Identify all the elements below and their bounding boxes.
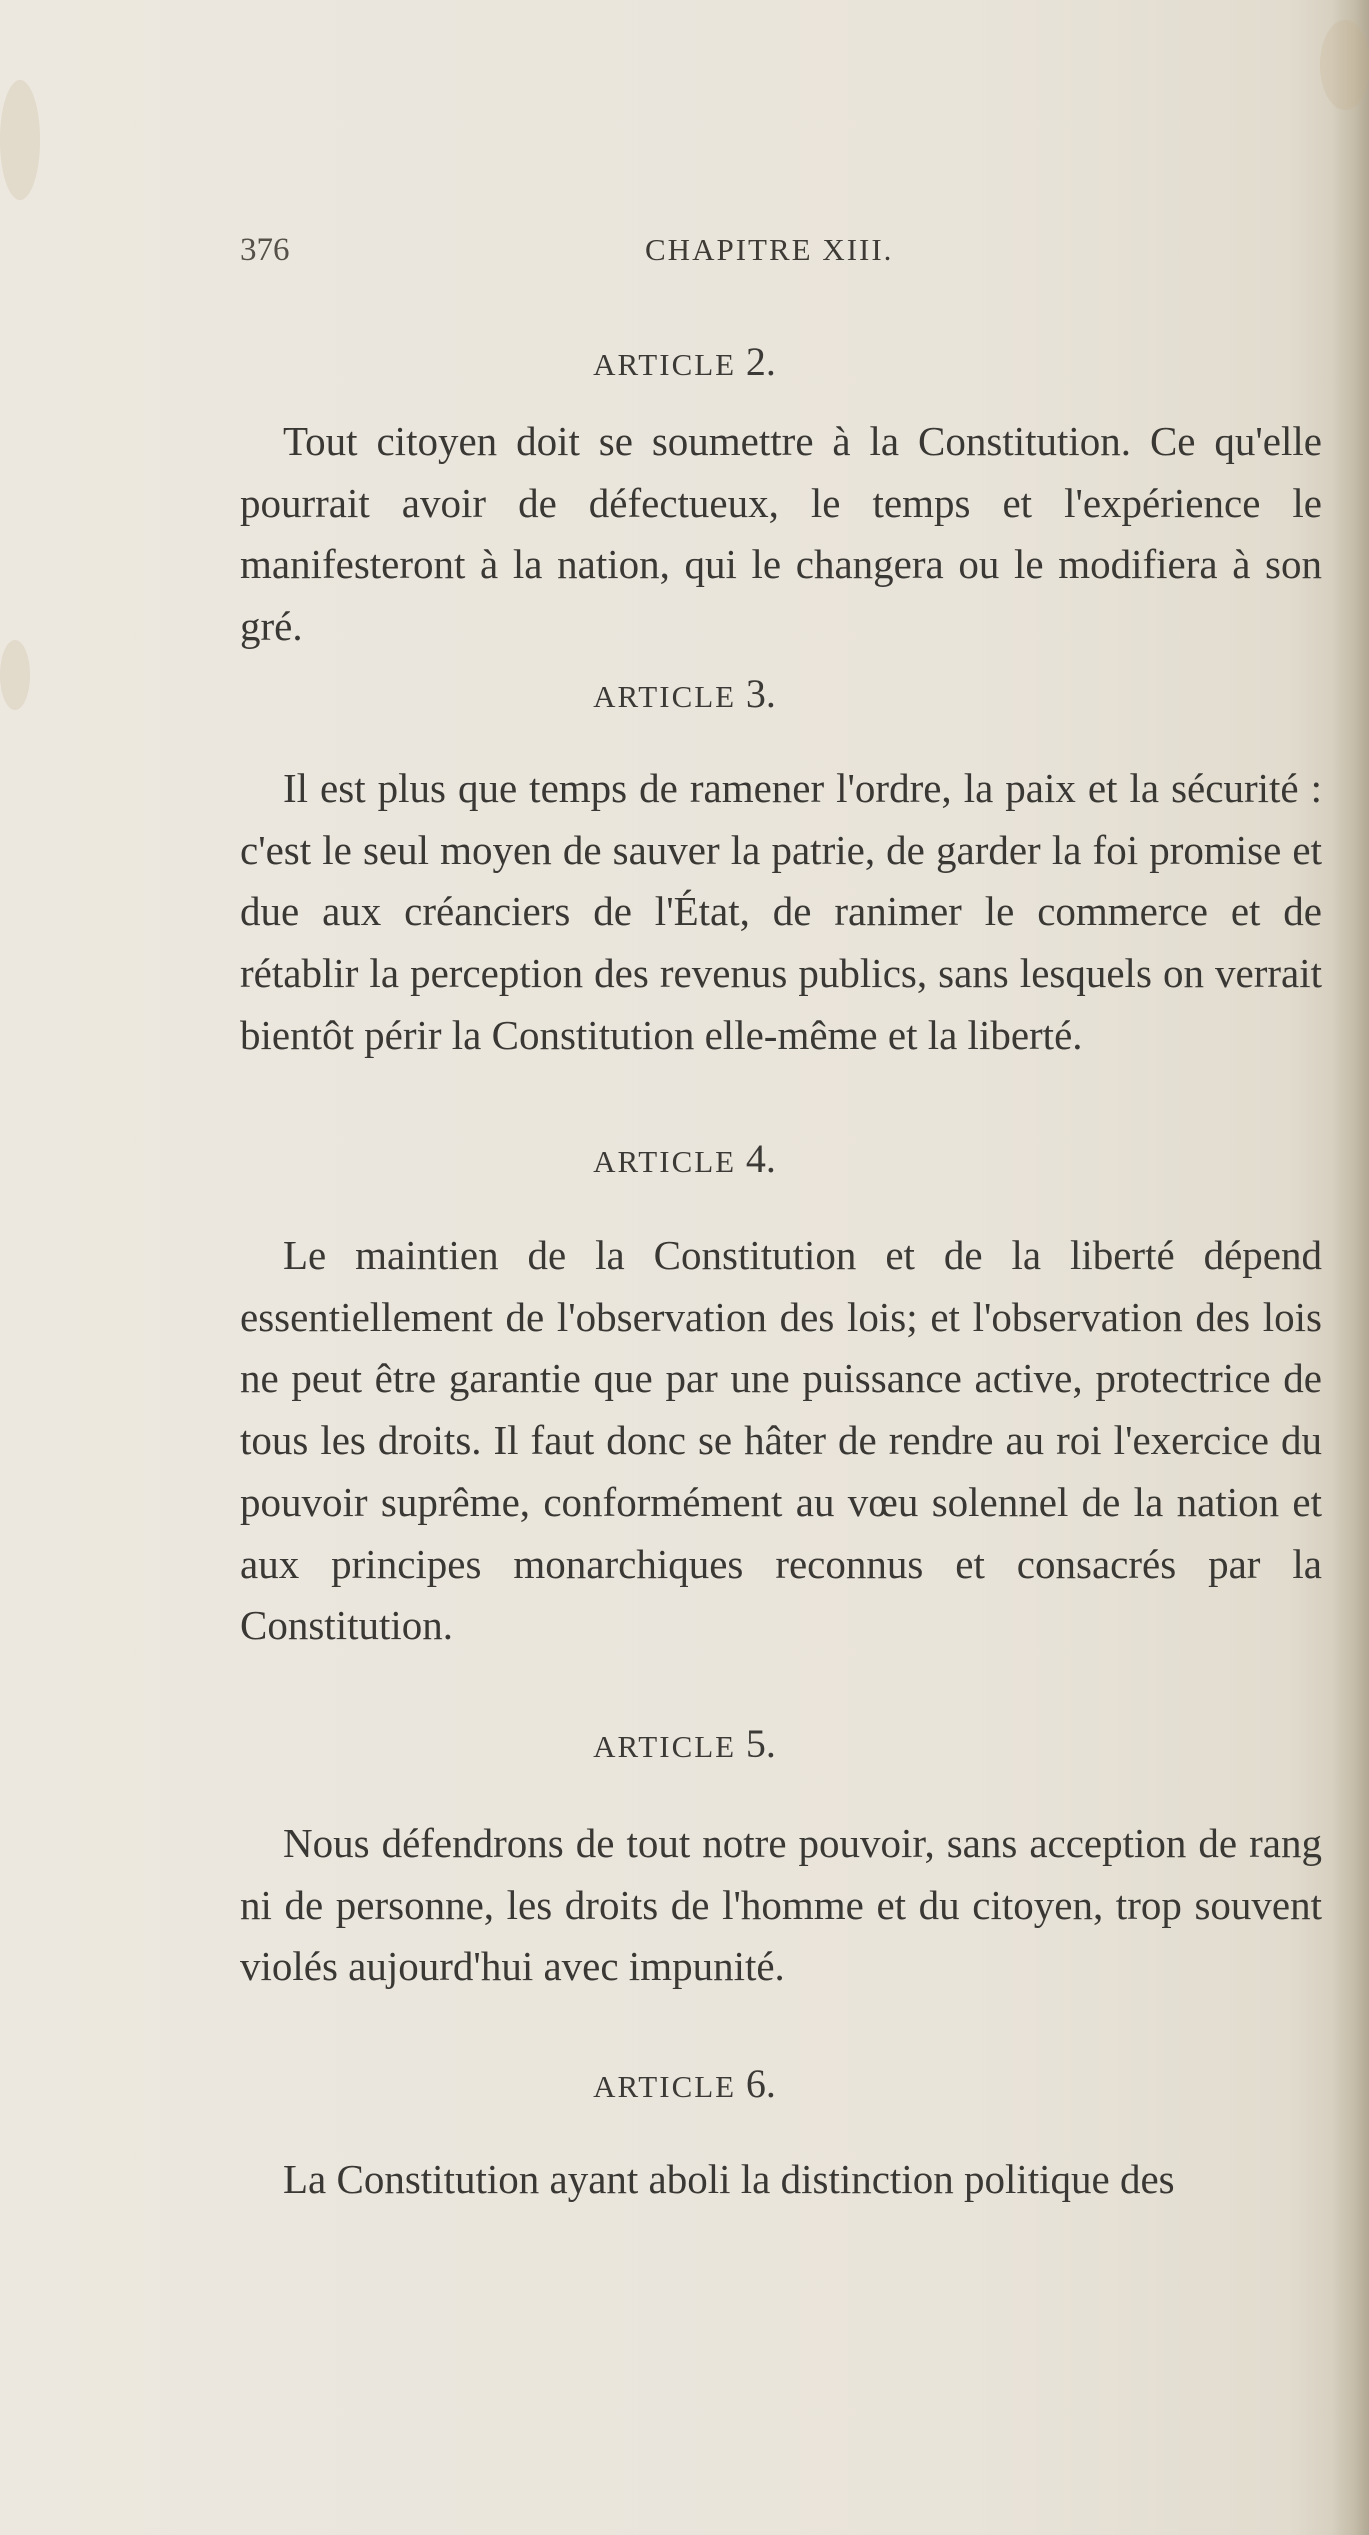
paper-stain xyxy=(0,80,40,200)
article-heading-number: 5. xyxy=(745,1721,776,1766)
article-heading-number: 6. xyxy=(745,2061,776,2106)
article-heading-number: 3. xyxy=(745,671,776,716)
article-body: La Constitution ayant aboli la distinction politique des xyxy=(283,2156,1175,2202)
article-heading xyxy=(0,1720,1369,1767)
article-heading xyxy=(0,670,1369,717)
chapter-title: CHAPITRE XIII. xyxy=(645,232,894,267)
article-heading-word: ARTICLE xyxy=(593,347,737,382)
article-body: Tout citoyen doit se soumettre à la Constitution. Ce qu'elle pourrait avoir de défectueux, le temps et l'expérience le manifesteront à la nation, qui le changera ou le modifiera à son gré. xyxy=(240,418,1322,650)
article-heading-word: ARTICLE xyxy=(593,1144,737,1179)
article-heading-number: 2. xyxy=(745,339,776,384)
article-heading xyxy=(0,338,1369,385)
running-header xyxy=(240,232,1240,282)
article-heading-word: ARTICLE xyxy=(593,1729,737,1764)
article-heading-word: ARTICLE xyxy=(593,2069,737,2104)
article-heading-word: ARTICLE xyxy=(593,679,737,714)
article-heading xyxy=(0,2060,1369,2107)
article-body: Le maintien de la Constitution et de la liberté dépend essentiellement de l'observation des lois; et l'observation des lois ne peut être garantie que par une puissance active, protectrice de tous les droits. Il faut donc se hâter de rendre au roi l'exercice du pouvoir suprême, conformément au vœu solennel de la nation et aux principes monarchiques reconnus et consacrés par la Constitution. xyxy=(240,1232,1322,1649)
article-body: Il est plus que temps de ramener l'ordre, la paix et la sécurité : c'est le seul moyen de sauver la patrie, de garder la foi promise et due aux créanciers de l'État, de ranimer le commerce et de rétablir la perception des revenus publics, sans lesquels on verrait bientôt périr la Constitution elle-même et la liberté. xyxy=(240,765,1322,1058)
article-heading-number: 4. xyxy=(745,1136,776,1181)
article-heading xyxy=(0,1135,1369,1182)
page-number: 376 xyxy=(240,232,290,268)
article-body: Nous défendrons de tout notre pouvoir, sans acception de rang ni de personne, les droits de l'homme et du citoyen, trop souvent violés aujourd'hui avec impunité. xyxy=(240,1820,1322,1990)
paper-stain xyxy=(1320,20,1369,110)
